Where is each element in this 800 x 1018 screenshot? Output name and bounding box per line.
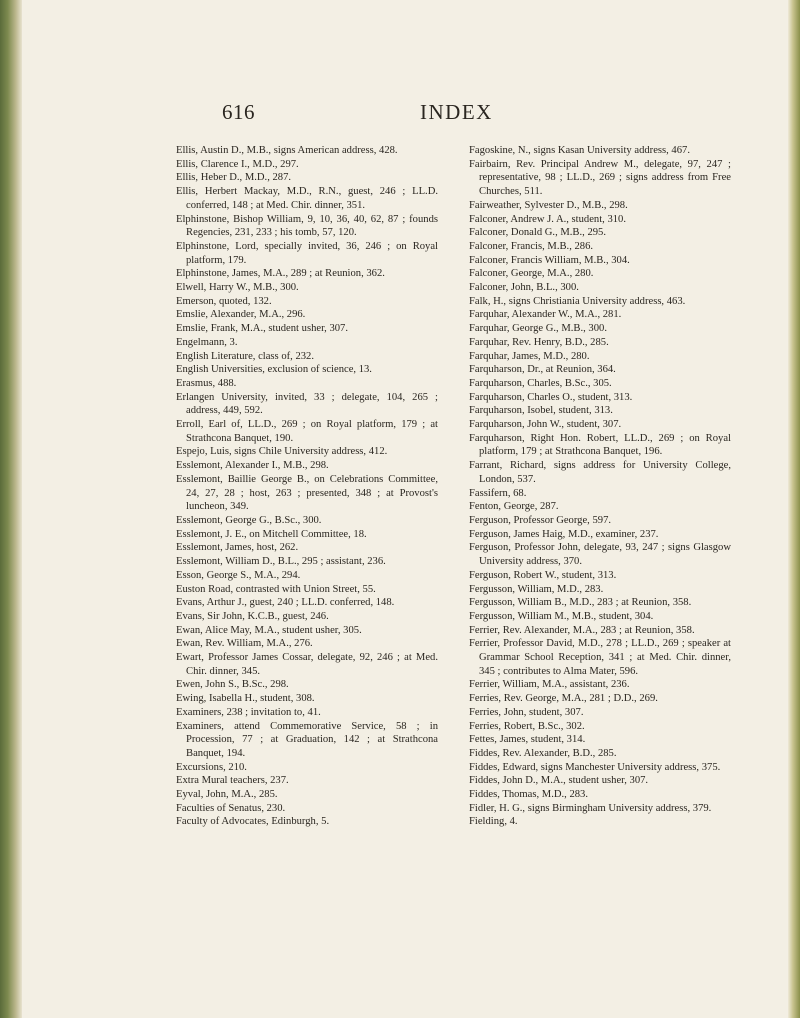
index-entry: Evans, Sir John, K.C.B., guest, 246. bbox=[176, 610, 329, 622]
index-column-left bbox=[176, 144, 438, 829]
index-entry: Elphinstone, Lord, specially invited, 36, 246 ; on Royal platform, 179. bbox=[176, 240, 438, 266]
index-entry: Fiddes, Edward, signs Manchester University address, 375. bbox=[469, 761, 721, 773]
index-entry: Evans, Arthur J., guest, 240 ; LL.D. conferred, 148. bbox=[176, 597, 395, 609]
index-entry: Falconer, John, B.L., 300. bbox=[469, 282, 579, 294]
index-entry: Falconer, George, M.A., 280. bbox=[469, 268, 594, 280]
index-entry: Farquhar, Rev. Henry, B.D., 285. bbox=[469, 336, 609, 348]
index-entry: Farquharson, Dr., at Reunion, 364. bbox=[469, 364, 616, 376]
page-number: 616 bbox=[222, 100, 255, 124]
index-entry: Farquharson, Right Hon. Robert, LL.D., 269 ; on Royal platform, 179 ; at Strathcona Banquet, 196. bbox=[469, 432, 731, 458]
index-entry: Ewing, Isabella H., student, 308. bbox=[176, 693, 315, 705]
index-entry: Falconer, Donald G., M.B., 295. bbox=[469, 227, 606, 239]
index-entry: Ferrier, William, M.A., assistant, 236. bbox=[469, 679, 630, 691]
index-entry: Erroll, Earl of, LL.D., 269 ; on Royal platform, 179 ; at Strathcona Banquet, 190. bbox=[176, 419, 438, 444]
index-entry: Fassifern, 68. bbox=[469, 487, 527, 499]
index-entry: Emslie, Frank, M.A., student usher, 307. bbox=[176, 323, 349, 335]
index-entry: Ewart, Professor James Cossar, delegate, 92, 246 ; at Med. Chir. dinner, 345. bbox=[176, 652, 438, 677]
index-entry: Falk, H., signs Christiania University address, 463. bbox=[469, 295, 686, 307]
running-head: INDEX bbox=[420, 100, 493, 124]
index-entry: Ellis, Austin D., M.B., signs American address, 428. bbox=[176, 145, 398, 156]
index-entry: Farquharson, Isobel, student, 313. bbox=[469, 405, 613, 417]
index-entry: Farquhar, Alexander W., M.A., 281. bbox=[469, 309, 622, 321]
book-page bbox=[42, 100, 772, 980]
index-entry: Esslemont, James, host, 262. bbox=[176, 542, 299, 554]
index-entry: Ferries, John, student, 307. bbox=[469, 706, 584, 718]
index-entry: Farquhar, James, M.D., 280. bbox=[469, 350, 590, 362]
index-entry: Engelmann, 3. bbox=[176, 336, 238, 348]
index-entry: Falconer, Andrew J. A., student, 310. bbox=[469, 213, 626, 225]
index-columns bbox=[176, 144, 731, 829]
index-entry: Fettes, James, student, 314. bbox=[469, 734, 586, 746]
index-entry: Fiddes, Rev. Alexander, B.D., 285. bbox=[469, 747, 617, 759]
index-entry: Farquharson, Charles O., student, 313. bbox=[469, 391, 633, 403]
index-entry: Fidler, H. G., signs Birmingham University address, 379. bbox=[469, 802, 712, 814]
index-entry: Ferrier, Rev. Alexander, M.A., 283 ; at Reunion, 358. bbox=[469, 624, 695, 636]
index-entry: Falconer, Francis William, M.B., 304. bbox=[469, 254, 630, 266]
index-entry: Ferguson, Professor George, 597. bbox=[469, 514, 612, 526]
index-entry: English Universities, exclusion of science, 13. bbox=[176, 364, 372, 376]
index-entry: Fergusson, William, M.D., 283. bbox=[469, 583, 604, 595]
index-entry: Ferries, Rev. George, M.A., 281 ; D.D., 269. bbox=[469, 693, 658, 705]
index-entry: Ferguson, Robert W., student, 313. bbox=[469, 569, 617, 581]
index-entry: Fiddes, John D., M.A., student usher, 307. bbox=[469, 775, 649, 787]
index-entry: Esslemont, J. E., on Mitchell Committee, 18. bbox=[176, 528, 367, 540]
index-entry: Esslemont, William D., B.L., 295 ; assistant, 236. bbox=[176, 556, 386, 568]
index-entry: Esslemont, Baillie George B., on Celebrations Committee, 24, 27, 28 ; host, 263 ; presented, 348 ; at Provost's luncheon, 349. bbox=[176, 473, 438, 513]
index-entry: Ferguson, James Haig, M.D., examiner, 237. bbox=[469, 528, 659, 540]
index-entry: Ewan, Rev. William, M.A., 276. bbox=[176, 638, 313, 650]
index-entry: Erasmus, 488. bbox=[176, 377, 237, 389]
index-entry: Falconer, Francis, M.B., 286. bbox=[469, 240, 594, 252]
index-entry: Fielding, 4. bbox=[469, 816, 518, 828]
index-entry: Fenton, George, 287. bbox=[469, 501, 559, 513]
index-entry: Emslie, Alexander, M.A., 296. bbox=[176, 309, 306, 321]
index-entry: English Literature, class of, 232. bbox=[176, 350, 314, 362]
index-entry: Erlangen University, invited, 33 ; delegate, 104, 265 ; address, 449, 592. bbox=[176, 391, 438, 417]
index-entry: Euston Road, contrasted with Union Street, 55. bbox=[176, 583, 376, 595]
index-entry: Elphinstone, James, M.A., 289 ; at Reunion, 362. bbox=[176, 268, 385, 280]
index-entry: Farquhar, George G., M.B., 300. bbox=[469, 323, 607, 335]
index-entry: Ferrier, Professor David, M.D., 278 ; LL.D., 269 ; speaker at Grammar School Reception, 341 ; at Med. Chir. dinner, 345 ; contributes to Alma Mater, 596. bbox=[469, 638, 731, 677]
index-entry: Esslemont, Alexander I., M.B., 298. bbox=[176, 460, 329, 472]
index-entry: Espejo, Luis, signs Chile University address, 412. bbox=[176, 446, 388, 458]
index-entry: Fagoskine, N., signs Kasan University address, 467. bbox=[469, 145, 690, 156]
index-entry: Faculty of Advocates, Edinburgh, 5. bbox=[176, 816, 330, 828]
index-entry: Ewen, John S., B.Sc., 298. bbox=[176, 679, 289, 691]
index-entry: Ellis, Herbert Mackay, M.D., R.N., guest, 246 ; LL.D. conferred, 148 ; at Med. Chir. dinner, 351. bbox=[176, 186, 438, 211]
index-entry: Fergusson, William M., M.B., student, 304. bbox=[469, 610, 654, 622]
index-entry: Examiners, 238 ; invitation to, 41. bbox=[176, 706, 321, 718]
index-entry: Ewan, Alice May, M.A., student usher, 305. bbox=[176, 624, 362, 636]
index-entry: Emerson, quoted, 132. bbox=[176, 295, 272, 307]
index-entry: Ferries, Robert, B.Sc., 302. bbox=[469, 720, 585, 732]
index-entry: Esslemont, George G., B.Sc., 300. bbox=[176, 514, 322, 526]
index-entry: Elphinstone, Bishop William, 9, 10, 36, 40, 62, 87 ; founds Regencies, 231, 233 ; his tomb, 57, 120. bbox=[176, 213, 438, 239]
index-entry: Ferguson, Professor John, delegate, 93, 247 ; signs Glasgow University address, 370. bbox=[469, 542, 731, 568]
index-entry: Fairbairn, Rev. Principal Andrew M., delegate, 97, 247 ; representative, 98 ; LL.D., 269 ; signs address from Free Churches, 511. bbox=[469, 158, 731, 198]
index-entry: Eyval, John, M.A., 285. bbox=[176, 789, 278, 801]
index-entry: Farquharson, John W., student, 307. bbox=[469, 419, 622, 431]
index-entry: Esson, George S., M.A., 294. bbox=[176, 569, 301, 581]
index-entry: Fairweather, Sylvester D., M.B., 298. bbox=[469, 199, 628, 211]
page-binding-edge-right bbox=[788, 0, 800, 1018]
page-header bbox=[42, 100, 772, 140]
index-entry: Faculties of Senatus, 230. bbox=[176, 802, 286, 814]
index-entry: Fiddes, Thomas, M.D., 283. bbox=[469, 789, 588, 801]
index-entry: Elwell, Harry W., M.B., 300. bbox=[176, 282, 299, 294]
index-entry: Farquharson, Charles, B.Sc., 305. bbox=[469, 377, 612, 389]
index-entry: Ellis, Heber D., M.D., 287. bbox=[176, 172, 292, 184]
index-entry: Examiners, attend Commemorative Service, 58 ; in Procession, 77 ; at Graduation, 142 ; at Strathcona Banquet, 194. bbox=[176, 720, 438, 759]
index-entry: Fergusson, William B., M.D., 283 ; at Reunion, 358. bbox=[469, 597, 692, 609]
index-entry: Excursions, 210. bbox=[176, 761, 247, 773]
index-entry: Ellis, Clarence I., M.D., 297. bbox=[176, 158, 299, 170]
index-entry: Extra Mural teachers, 237. bbox=[176, 775, 289, 787]
page-binding-edge-left bbox=[0, 0, 22, 1018]
index-column-right bbox=[469, 144, 731, 829]
index-entry: Farrant, Richard, signs address for University College, London, 537. bbox=[469, 460, 731, 485]
